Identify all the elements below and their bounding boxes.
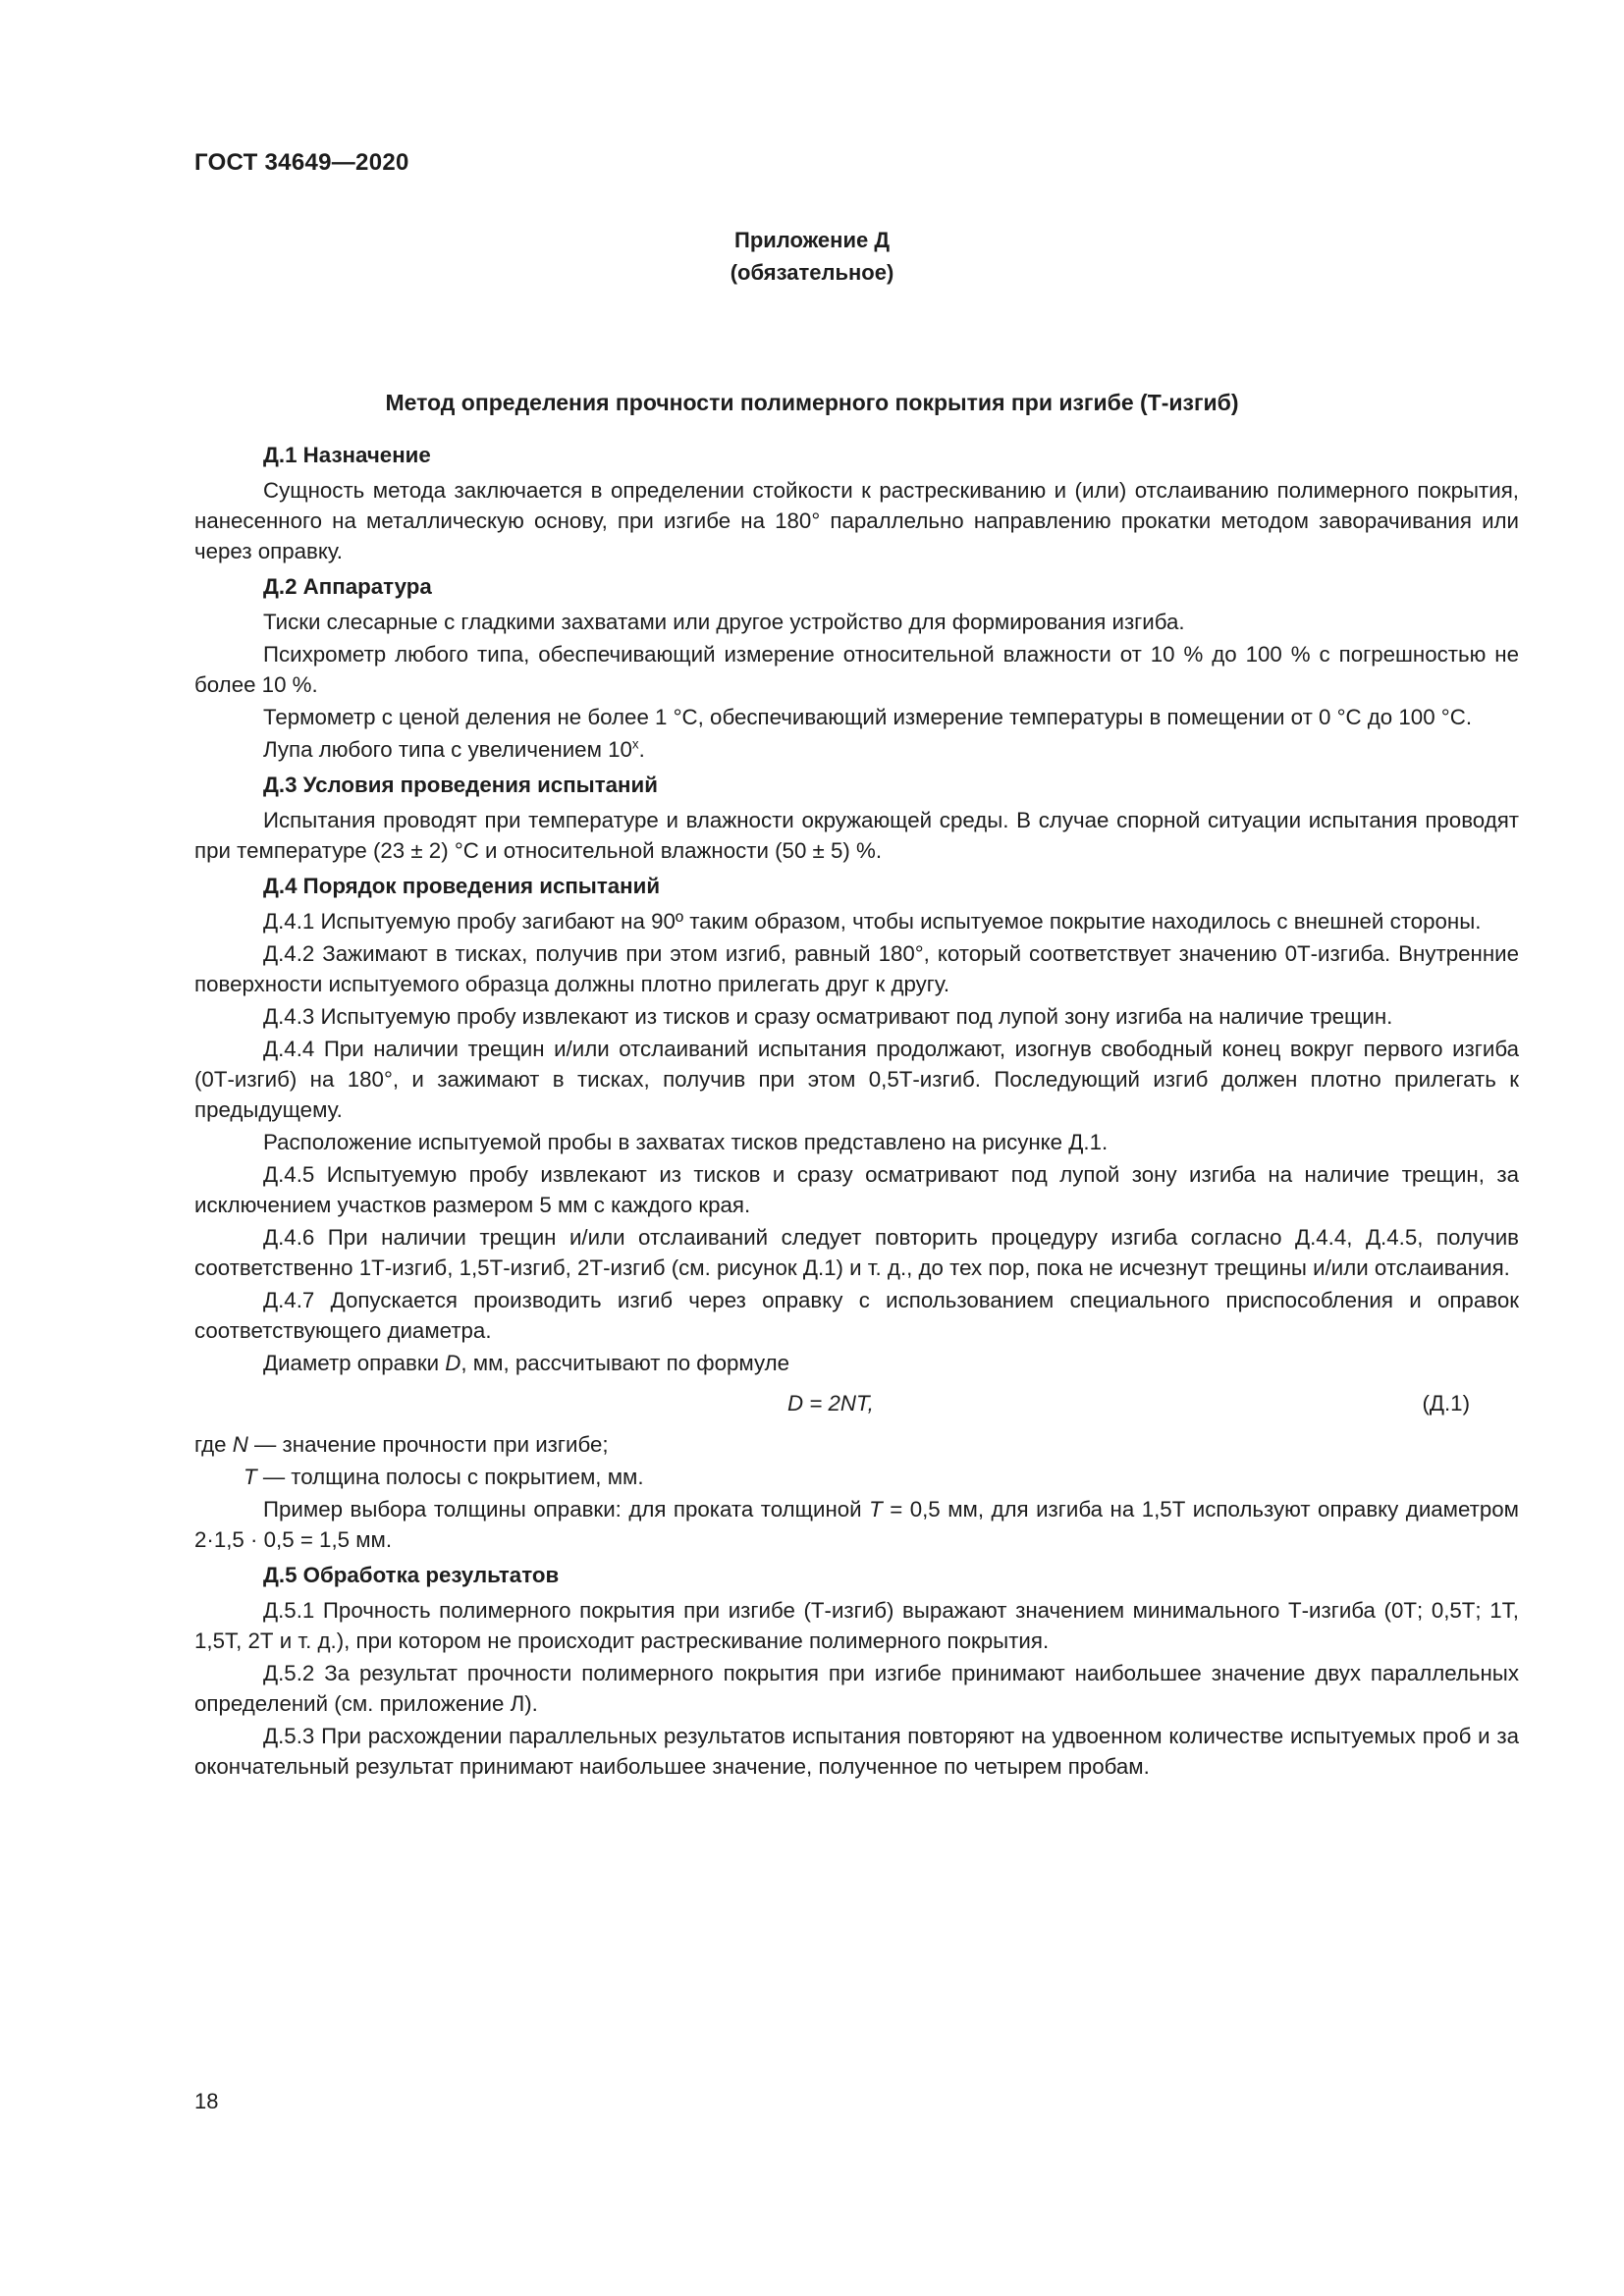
paragraph: Психрометр любого типа, обеспечивающий измерение относительной влажности от 10 % до 100 % с погрешностью не более 10 %. <box>194 642 1519 697</box>
section-d1-heading: Д.1 Назначение <box>263 443 431 467</box>
paragraph: Д.5.3 При расхождении параллельных результатов испытания повторяют на удвоенном количестве испытуемых проб и за окончательный результат принимают наибольшее значение, полученное по четырем пробам. <box>194 1724 1519 1779</box>
section-d4-heading: Д.4 Порядок проведения испытаний <box>263 874 661 898</box>
formula-expression <box>787 1388 874 1418</box>
paragraph: Д.4.5 Испытуемую пробу извлекают из тисков и сразу осматривают под лупой зону изгиба на наличие трещин, за исключением участков размером 5 мм с каждого края. <box>194 1162 1519 1217</box>
section-d2-heading: Д.2 Аппаратура <box>263 574 432 599</box>
text-run: = 0,5 мм, для изгиба на 1,5Т используют оправку диаметром 2·1,5 · 0,5 = 1,5 мм. <box>194 1497 1520 1552</box>
section-d3-heading: Д.3 Условия проведения испытаний <box>263 773 658 797</box>
paragraph: Расположение испытуемой пробы в захватах тисков представлено на рисунке Д.1. <box>263 1130 1109 1154</box>
paragraph: Тиски слесарные с гладкими захватами или другое устройство для формирования изгиба. <box>263 610 1185 634</box>
formula-text: D = 2NT, <box>787 1391 874 1415</box>
formula-number: (Д.1) <box>1422 1391 1470 1415</box>
text-run: Пример выбора толщины оправки: для проката толщиной <box>263 1497 870 1522</box>
variable: N <box>232 1432 248 1457</box>
formula-d1 <box>194 1384 1519 1423</box>
paragraph <box>194 1429 1519 1460</box>
document-body <box>194 435 1519 1784</box>
annex-title: Приложение Д <box>734 228 890 252</box>
text-run: — значение прочности при изгибе; <box>247 1432 609 1457</box>
paragraph: Испытания проводят при температуре и влажности окружающей среды. В случае спорной ситуации испытания проводят при температуре (23 ± 2) °С и относительной влажности (50 ± 5) %. <box>194 808 1519 863</box>
standard-header: ГОСТ 34649—2020 <box>194 149 409 176</box>
paragraph: Д.4.2 Зажимают в тисках, получив при этом изгиб, равный 180°, который соответствует значению 0Т-изгиба. Внутренние поверхности испытуемого образца должны плотно прилегать друг к другу. <box>194 941 1519 996</box>
paragraph: Д.4.4 При наличии трещин и/или отслаиваний испытания продолжают, изогнув свободный конец вокруг первого изгиба (0Т-изгиб) на 180°, и зажимают в тисках, получив при этом 0,5Т-изгиб. Последующий изгиб должен плотно прилегать к предыдущему. <box>194 1037 1519 1122</box>
variable: Т <box>869 1497 883 1522</box>
paragraph <box>194 1462 1519 1492</box>
text-run: — толщина полосы с покрытием, мм. <box>256 1465 644 1489</box>
text-run: , мм, рассчитывают по формуле <box>460 1351 790 1375</box>
paragraph: Д.4.7 Допускается производить изгиб через оправку с использованием специального приспособления и оправок соответствующего диаметра. <box>194 1288 1519 1343</box>
text-run: Диаметр оправки <box>263 1351 446 1375</box>
document-title: Метод определения прочности полимерного покрытия при изгибе (Т-изгиб) <box>385 390 1239 415</box>
page-number: 18 <box>194 2089 219 2113</box>
paragraph: Сущность метода заключается в определении стойкости к растрескиванию и (или) отслаиванию полимерного покрытия, нанесенного на металлическую основу, при изгибе на 180° параллельно направлению прокатки методом заворачивания или через оправку. <box>194 478 1519 563</box>
text-run: . <box>638 737 645 762</box>
paragraph: Д.4.6 При наличии трещин и/или отслаиваний следует повторить процедуру изгиба согласно Д.4.4, Д.4.5, получив соответственно 1Т-изгиб, 1,5Т-изгиб, 2Т-изгиб (см. рисунок Д.1) и т. д., до тех пор, пока не исчезнут трещины и/или отслаивания. <box>194 1225 1519 1280</box>
annex-status: (обязательное) <box>730 260 894 285</box>
paragraph: Д.4.1 Испытуемую пробу загибают на 90º таким образом, чтобы испытуемое покрытие находилось с внешней стороны. <box>263 909 1482 934</box>
paragraph: Д.5.2 За результат прочности полимерного покрытия при изгибе принимают наибольшее значение двух параллельных определений (см. приложение Л). <box>194 1661 1519 1716</box>
variable: Т <box>244 1465 257 1489</box>
superscript: х <box>631 736 639 752</box>
text-run: где <box>194 1432 233 1457</box>
variable: D <box>445 1351 461 1375</box>
paragraph: Термометр с ценой деления не более 1 °С, обеспечивающий измерение температуры в помещении от 0 °С до 100 °С. <box>263 705 1473 729</box>
text-run: Лупа любого типа с увеличением 10 <box>263 737 632 762</box>
annex-heading <box>0 224 1624 289</box>
section-d5-heading: Д.5 Обработка результатов <box>263 1563 560 1587</box>
paragraph <box>194 1348 1519 1378</box>
paragraph: Д.5.1 Прочность полимерного покрытия при изгибе (Т-изгиб) выражают значением минимального Т-изгиба (0Т; 0,5Т; 1Т, 1,5Т, 2Т и т. д.), при котором не происходит растрескивание полимерного покрытия. <box>194 1598 1519 1653</box>
paragraph: Д.4.3 Испытуемую пробу извлекают из тисков и сразу осматривают под лупой зону изгиба на наличие трещин. <box>263 1004 1393 1029</box>
paragraph <box>194 1494 1519 1555</box>
paragraph <box>194 734 1519 765</box>
